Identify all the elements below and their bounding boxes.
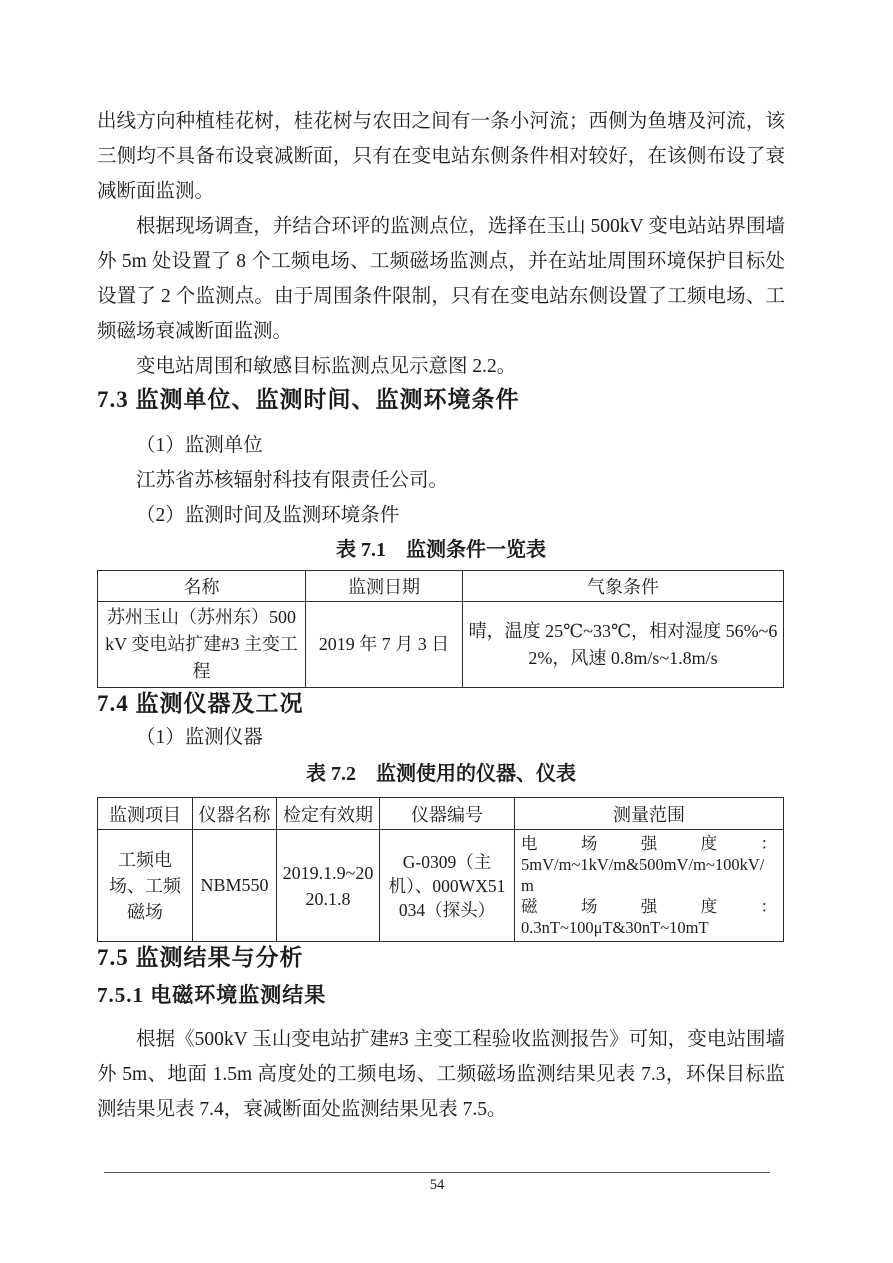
- text-monitoring-company: 江苏省苏核辐射科技有限责任公司。: [136, 470, 449, 491]
- table-row: [98, 830, 784, 942]
- range-magnetic-value: 0.3nT~100μT&30nT~10mT: [521, 918, 709, 937]
- cell-project-name: 苏州玉山（苏州东）500kV 变电站扩建#3 主变工程: [98, 602, 306, 688]
- cell-instrument-name: NBM550: [193, 830, 277, 942]
- paragraph-surroundings: 出线方向种植桂花树，桂花树与农田之间有一条小河流；西侧为鱼塘及河流，该三侧均不具备布设衰减断面，只有在变电站东侧条件相对较好，在该侧布设了衰减断面监测。: [97, 111, 785, 202]
- heading-7-4: 7.4 监测仪器及工况: [97, 691, 304, 716]
- table-7-2: [97, 797, 784, 942]
- document-page: [97, 0, 785, 1127]
- page-footer: [104, 1172, 770, 1193]
- list-item-monitoring-time: （2）监测时间及监测环境条件: [136, 505, 400, 526]
- paragraph-figure-ref: 变电站周围和敏感目标监测点见示意图 2.2。: [136, 356, 517, 377]
- table-7-1-caption: 表 7.1 监测条件一览表: [336, 539, 546, 561]
- table-7-2-caption: 表 7.2 监测使用的仪器、仪表: [306, 763, 576, 785]
- heading-7-5: 7.5 监测结果与分析: [97, 945, 304, 970]
- range-electric-label: 电场强度：: [521, 834, 777, 853]
- paragraph-results-overview: 根据《500kV 玉山变电站扩建#3 主变工程验收监测报告》可知，变电站围墙外 5m、地面 1.5m 高度处的工频电场、工频磁场监测结果见表 7.3，环保目标监测结果见表 7.4，衰减断面处监测结果见表 7.5。: [97, 1029, 785, 1120]
- column-header-name: 名称: [98, 571, 306, 602]
- column-header-instrument: 仪器名称: [193, 798, 277, 830]
- footer-rule: [104, 1172, 770, 1173]
- heading-7-3: 7.3 监测单位、监测时间、监测环境条件: [97, 387, 520, 412]
- table-7-1-header-row: [98, 571, 784, 602]
- cell-measurement-range: [515, 830, 784, 942]
- cell-instrument-serial: G-0309（主机）、000WX51034（探头）: [380, 830, 515, 942]
- range-electric-value: 5mV/m~1kV/m&500mV/m~100kV/m: [521, 855, 765, 895]
- page-number: 54: [429, 1177, 445, 1193]
- paragraph-monitoring-points: 根据现场调查，并结合环评的监测点位，选择在玉山 500kV 变电站站界围墙外 5m 处设置了 8 个工频电场、工频磁场监测点，并在站址周围环境保护目标处设置了 2 个监测点。由于周围条件限制，只有在变电站东侧设置了工频电场、工频磁场衰减断面监测。: [97, 216, 785, 342]
- table-row: [98, 602, 784, 688]
- list-item-monitoring-instruments: （1）监测仪器: [136, 727, 263, 748]
- column-header-date: 监测日期: [306, 571, 463, 602]
- column-header-range: 测量范围: [515, 798, 784, 830]
- table-7-2-header-row: [98, 798, 784, 830]
- section-7-3-body: [97, 428, 785, 533]
- column-header-serial: 仪器编号: [380, 798, 515, 830]
- column-header-weather: 气象条件: [463, 571, 784, 602]
- column-header-item: 监测项目: [98, 798, 193, 830]
- table-7-1: [97, 570, 784, 688]
- cell-monitoring-date: 2019 年 7 月 3 日: [306, 602, 463, 688]
- cell-monitoring-item: 工频电场、工频磁场: [98, 830, 193, 942]
- cell-weather-conditions: 晴，温度 25℃~33℃，相对湿度 56%~62%，风速 0.8m/s~1.8m/s: [463, 602, 784, 688]
- heading-7-5-1: 7.5.1 电磁环境监测结果: [97, 983, 327, 1007]
- column-header-validity: 检定有效期: [277, 798, 380, 830]
- list-item-monitoring-unit: （1）监测单位: [136, 435, 263, 456]
- cell-validity-period: 2019.1.9~2020.1.8: [277, 830, 380, 942]
- range-magnetic-label: 磁场强度：: [521, 897, 777, 916]
